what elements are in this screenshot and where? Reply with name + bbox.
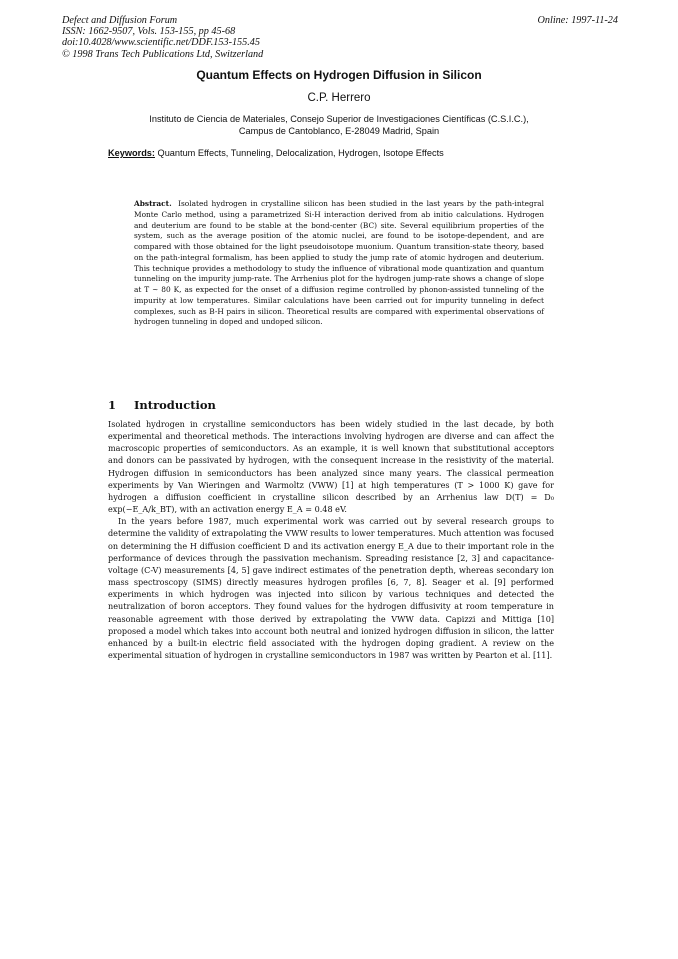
issn-line: ISSN: 1662-9507, Vols. 153-155, pp 45-68 <box>62 26 236 38</box>
copyright-line: © 1998 Trans Tech Publications Ltd, Switzerland <box>62 48 264 60</box>
paragraph: Isolated hydrogen in crystalline semiconductors has been widely studied in the last decade, by both experimental and theoretical methods. The interactions involving hydrogen are diverse and can affect the macroscopic properties of semiconductors. As an example, it is well known that substitutional acceptors and donors can be passivated by hydrogen, with the consequent increase in the resistivity of the material. Hydrogen diffusion in semiconductors has been analyzed since many years. The classical permeation experiments by Van Wieringen and Warmoltz (VWW) [1] at high temperatures (T > 1000 K) gave for hydrogen a diffusion coefficient in crystalline silicon described by an Arrhenius law D(T) = D₀ exp(−E_A/k_BT), with an activation energy E_A = 0.48 eV. <box>108 419 554 515</box>
paper-title: Quantum Effects on Hydrogen Diffusion in Silicon <box>196 68 482 82</box>
author-name: C.P. Herrero <box>307 92 371 104</box>
keywords-label: Keywords: <box>108 148 155 158</box>
abstract <box>134 199 544 328</box>
paragraph: In the years before 1987, much experimental work was carried out by several research groups to determine the validity of extrapolating the VWW results to lower temperatures. Much attention was focused on determining the H diffusion coefficient D and its activation energy E_A due to their important role in the performance of devices through the passivation mechanism. Spreading resistance [2, 3] and capacitance-voltage (C-V) measurements [4, 5] gave indirect estimates of the penetration depth, whereas secondary ion mass spectroscopy (SIMS) directly measures hydrogen profiles [6, 7, 8]. Seager et al. [9] performed experiments in which hydrogen was injected into silicon by various techniques and detected the neutralization of boron acceptors. They found values for the hydrogen diffusivity at room temperature in reasonable agreement with those derived by extrapolating the VWW data. Capizzi and Mittiga [10] proposed a model which takes into account both neutral and ionized hydrogen diffusion in silicon, the latter enhanced by a built-in electric field associated with the hydrogen doping gradient. A review on the experimental situation of hydrogen in crystalline semiconductors in 1987 was written by Pearton et al. [11]. <box>108 516 554 660</box>
affiliation <box>60 113 618 137</box>
keywords <box>108 148 628 158</box>
online-date: Online: 1997-11-24 <box>537 15 618 26</box>
affiliation-line-2: Campus de Cantoblanco, E-28049 Madrid, Spain <box>238 126 440 136</box>
section-heading-introduction <box>108 398 216 412</box>
introduction-body <box>108 418 554 661</box>
section-title: Introduction <box>134 398 216 412</box>
section-number: 1 <box>108 398 117 412</box>
abstract-text: Isolated hydrogen in crystalline silicon has been studied in the last years by the path-integral Monte Carlo method, using a parametrized Si-H interaction derived from ab initio calculations. Hydrogen and deuterium are found to be stable at the bond-center (BC) site. Several equilibrium properties of the system, such as the average position of the atomic nuclei, are found to be isotope-dependent, and are compared with those obtained for the light pseudoisotope muonium. Quantum transition-state theory, based on the path-integral formalism, has been applied to study the jump rate of atomic hydrogen and deuterium. This technique provides a methodology to study the influence of vibrational mode quantization and quantum tunneling on the impurity jump-rate. The Arrhenius plot for the hydrogen jump-rate shows a change of slope at T ~ 80 K, as expected for the onset of a diffusion regime controlled by phonon-assisted tunneling of the impurity at low temperatures. Similar calculations have been carried out for impurity tunneling in defect complexes, such as B-H pairs in silicon. Theoretical results are compared with experimental observations of hydrogen tunneling in doped and undoped silicon. <box>134 199 545 327</box>
affiliation-line-1: Instituto de Ciencia de Materiales, Consejo Superior de Investigaciones Científicas (C.S.I.C.), <box>149 114 529 124</box>
doi-line: doi:10.4028/www.scientific.net/DDF.153-155.45 <box>62 37 260 49</box>
abstract-label: Abstract. <box>134 199 172 208</box>
keywords-text: Quantum Effects, Tunneling, Delocalization, Hydrogen, Isotope Effects <box>157 148 444 158</box>
journal-name: Defect and Diffusion Forum <box>62 15 178 26</box>
